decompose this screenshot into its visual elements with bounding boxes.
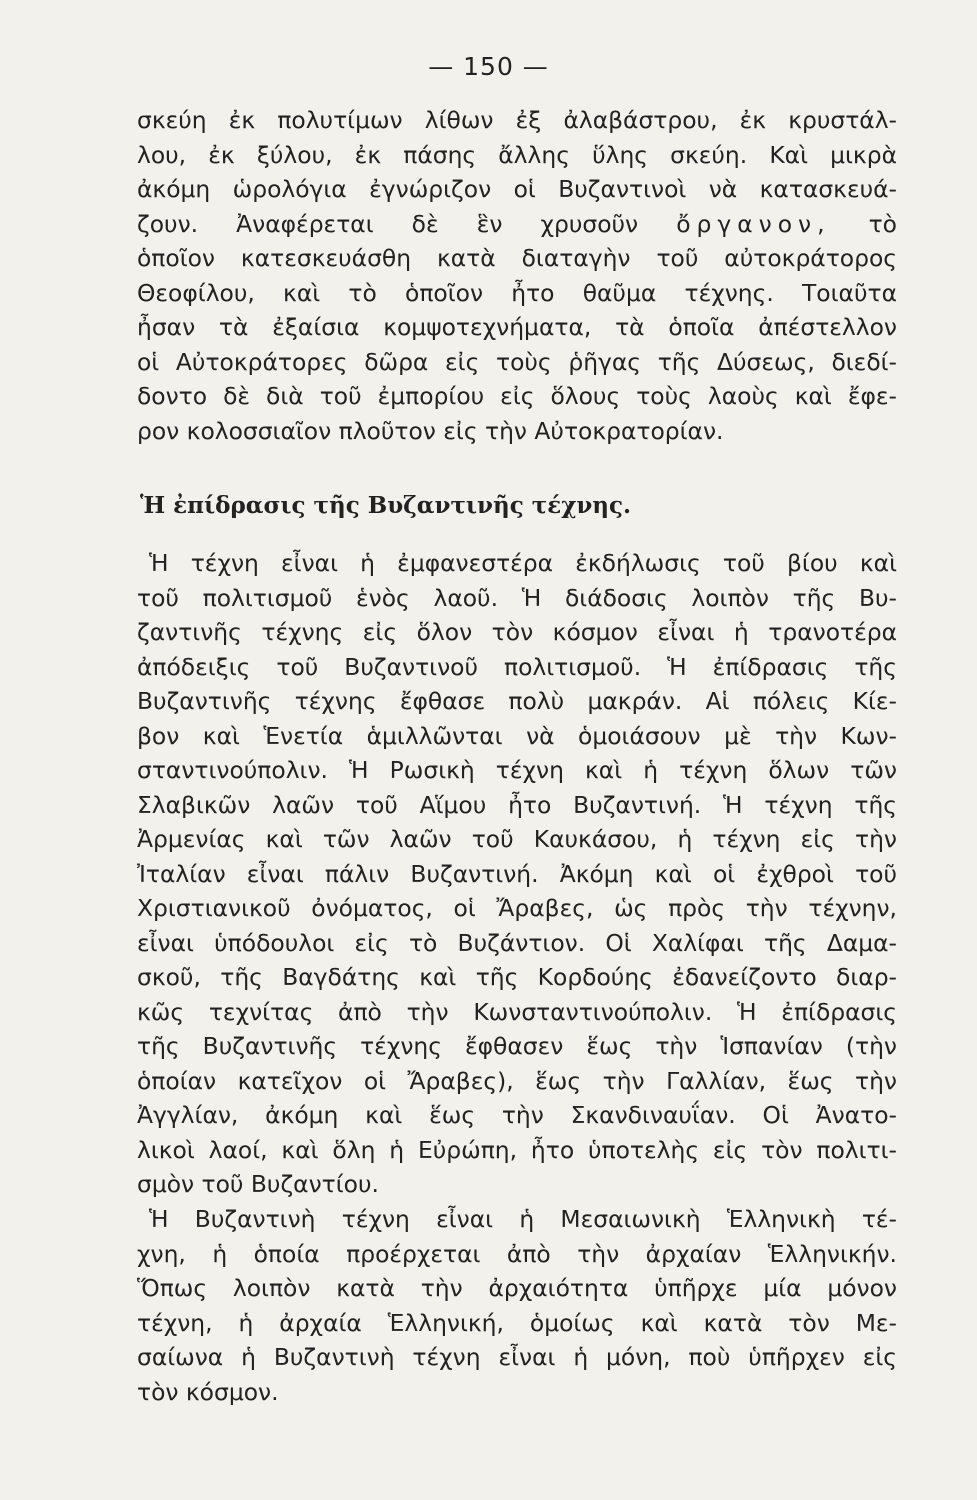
paragraph-top — [137, 103, 897, 448]
paragraph-medieval — [137, 1202, 897, 1409]
text-line: σκεύη ἐκ πολυτίμων λίθων ἐξ ἀλαβάστρου, ἐκ κρυστάλ- — [137, 106, 897, 134]
text-line: ἀπόδειξις τοῦ Βυζαντινοῦ πολιτισμοῦ. Ἡ ἐπίδρασις τῆς — [137, 652, 897, 681]
text-line: τέχνη, ἡ ἀρχαία Ἑλληνική, ὁμοίως καὶ κατὰ τὸν Με- — [137, 1308, 897, 1337]
text-line: Ἰταλίαν εἶναι πάλιν Βυζαντινή. Ἀκόμη καὶ οἱ ἐχθροὶ τοῦ — [137, 859, 897, 888]
spaced-word: ὄργανον, — [676, 209, 831, 238]
paragraph-influence — [137, 546, 897, 1202]
text-line: Ἡ τέχνη εἶναι ἡ ἐμφανεστέρα ἐκδήλωσις τοῦ βίου καὶ — [149, 549, 897, 577]
text-line-with-spaced-word — [137, 207, 897, 242]
text-line: δοντο δὲ διὰ τοῦ ἐμπορίου εἰς ὅλους τοὺς λαοὺς καὶ ἔφε- — [137, 382, 897, 410]
text-line: Ὅπως λοιπὸν κατὰ τὴν ἀρχαιότητα ὑπῆρχε μία μόνον — [137, 1274, 897, 1302]
text-line: Σλαβικῶν λαῶν τοῦ Αἵμου ἦτο Βυζαντινή. Ἡ τέχνη τῆς — [137, 790, 897, 819]
text-line: Θεοφίλου, καὶ τὸ ὁποῖον ἦτο θαῦμα τέχνης. Τοιαῦτα — [137, 278, 897, 307]
text-line: ἀκόμη ὡρολόγια ἐγνώριζον οἱ Βυζαντινοὶ νὰ κατασκευά- — [137, 175, 897, 203]
text-line: ζαντινῆς τέχνης εἰς ὅλον τὸν κόσμον εἶναι ἡ τρανοτέρα — [137, 618, 897, 646]
text-line: εἶναι ὑπόδουλοι εἰς τὸ Βυζάντιον. Οἱ Χαλίφαι τῆς Δαμα- — [137, 928, 897, 957]
text-line: σκοῦ, τῆς Βαγδάτης καὶ τῆς Κορδούης ἐδανείζοντο διαρ- — [137, 963, 897, 991]
text-line: Χριστιανικοῦ ὀνόματος, οἱ Ἄραβες, ὡς πρὸς τὴν τέχνην, — [137, 894, 897, 922]
text-line: χνη, ἡ ὁποία προέρχεται ἀπὸ τὴν ἀρχαίαν Ἑλληνικήν. — [137, 1239, 897, 1268]
section-heading: Ἡ ἐπίδρασις τῆς Βυζαντινῆς τέχνης. — [140, 492, 632, 519]
text-line: κῶς τεχνίτας ἀπὸ τὴν Κωνσταντινούπολιν. Ἡ ἐπίδρασις — [137, 997, 897, 1026]
text-line: βον καὶ Ἑνετία ἁμιλλῶνται νὰ ὁμοιάσουν μὲ τὴν Κων- — [137, 721, 897, 750]
text-line: Βυζαντινῆς τέχνης ἔφθασε πολὺ μακράν. Αἱ πόλεις Κίε- — [137, 687, 897, 715]
text-line: οἱ Αὐτοκράτορες δῶρα εἰς τοὺς ῥῆγας τῆς Δύσεως, διεδί- — [137, 347, 897, 376]
text-line: ὁποῖον κατεσκευάσθη κατὰ διαταγὴν τοῦ αὐτοκράτορος — [137, 244, 897, 272]
page-number: — 150 — — [428, 52, 549, 81]
text-line: Ἀρμενίας καὶ τῶν λαῶν τοῦ Καυκάσου, ἡ τέχνη εἰς τὴν — [137, 825, 897, 853]
text-line: λου, ἐκ ξύλου, ἐκ πάσης ἄλλης ὕλης σκεύη. Καὶ μικρὰ — [137, 140, 897, 169]
text-line-start: ζουν. Ἀναφέρεται δὲ ἓν χρυσοῦν — [137, 209, 639, 238]
text-line: ὁποίαν κατεῖχον οἱ Ἄραβες), ἕως τὴν Γαλλίαν, ἕως τὴν — [137, 1066, 897, 1095]
text-line: σταντινούπολιν. Ἡ Ρωσικὴ τέχνη καὶ ἡ τέχνη ὅλων τῶν — [137, 756, 897, 784]
text-line: τοῦ πολιτισμοῦ ἑνὸς λαοῦ. Ἡ διάδοσις λοιπὸν τῆς Βυ- — [137, 583, 897, 612]
text-line: Ἀγγλίαν, ἀκόμη καὶ ἕως τὴν Σκανδιναυΐαν. Οἱ Ἀνατο- — [137, 1101, 897, 1129]
text-line: λικοὶ λαοί, καὶ ὅλη ἡ Εὐρώπη, ἦτο ὑποτελὴς εἰς τὸν πολιτι- — [137, 1135, 897, 1164]
text-line: Ἡ Βυζαντινὴ τέχνη εἶναι ἡ Μεσαιωνικὴ Ἑλληνικὴ τέ- — [149, 1205, 897, 1233]
text-line: ρον κολοσσιαῖον πλοῦτον εἰς τὴν Αὐτοκρατορίαν. — [137, 416, 724, 445]
text-line: τῆς Βυζαντινῆς τέχνης ἔφθασεν ἕως τὴν Ἱσπανίαν (τὴν — [137, 1032, 897, 1060]
text-line: σαίωνα ἡ Βυζαντινὴ τέχνη εἶναι ἡ μόνη, ποὺ ὑπῆρχεν εἰς — [137, 1343, 897, 1371]
text-line: ἦσαν τὰ ἐξαίσια κομψοτεχνήματα, τὰ ὁποῖα ἀπέστελλον — [137, 313, 897, 341]
text-line: σμὸν τοῦ Βυζαντίου. — [137, 1170, 379, 1198]
text-line: τὸν κόσμον. — [137, 1377, 279, 1406]
text-line-end: τὸ — [868, 209, 897, 238]
